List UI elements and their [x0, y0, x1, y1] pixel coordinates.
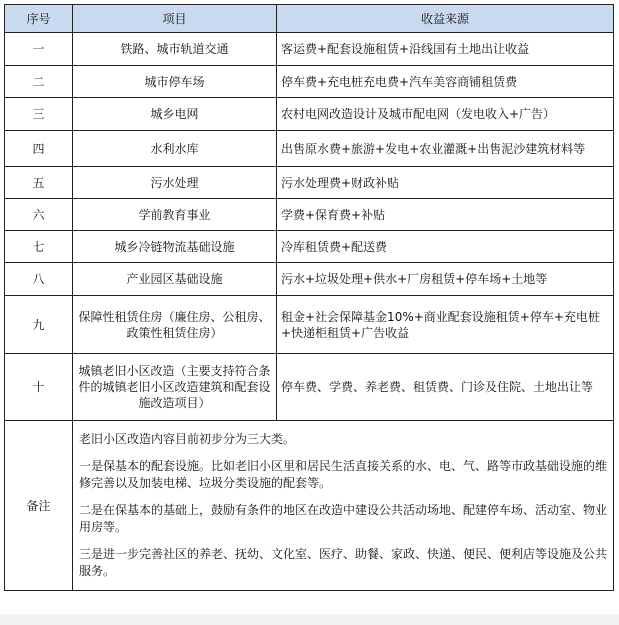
bottom-band — [0, 614, 619, 625]
table-row — [5, 263, 614, 296]
notes-label: 备注 — [5, 421, 73, 591]
notes-paragraph: 老旧小区改造内容目前初步分为三大类。 — [79, 432, 296, 446]
row-item: 保障性租赁住房（廉住房、公租房、政策性租赁住房） — [73, 296, 277, 354]
row-item: 城市停车场 — [73, 66, 277, 98]
row-no: 二 — [5, 66, 73, 98]
notes-row — [5, 421, 614, 591]
table-header-row — [5, 5, 614, 33]
row-item: 铁路、城市轨道交通 — [73, 33, 277, 66]
table-row — [5, 66, 614, 98]
row-revenue: 客运费+配套设施租赁+沿线国有土地出让收益 — [277, 33, 614, 66]
table-row — [5, 131, 614, 167]
row-item: 污水处理 — [73, 167, 277, 199]
notes-content — [73, 421, 614, 591]
table-row — [5, 167, 614, 199]
row-no: 六 — [5, 199, 73, 231]
row-item: 学前教育事业 — [73, 199, 277, 231]
notes-paragraph: 二是在保基本的基础上，鼓励有条件的地区在改造中建设公共活动场地、配建停车场、活动室、物业用房等。 — [79, 503, 608, 534]
row-item: 城乡电网 — [73, 98, 277, 131]
header-revenue: 收益来源 — [277, 5, 614, 33]
row-revenue: 出售原水费+旅游+发电+农业灌溉+出售泥沙建筑材料等 — [277, 131, 614, 167]
row-no: 五 — [5, 167, 73, 199]
row-revenue: 租金+社会保障基金10%+商业配套设施租赁+停车+充电桩+快递柜租赁+广告收益 — [277, 296, 614, 354]
table-row — [5, 296, 614, 354]
row-item: 城乡冷链物流基础设施 — [73, 231, 277, 263]
row-no: 一 — [5, 33, 73, 66]
header-item: 项目 — [73, 5, 277, 33]
row-revenue: 农村电网改造设计及城市配电网（发电收入+广告） — [277, 98, 614, 131]
table-row — [5, 199, 614, 231]
row-no: 七 — [5, 231, 73, 263]
revenue-table — [4, 4, 614, 591]
row-item: 产业园区基础设施 — [73, 263, 277, 296]
row-revenue: 停车费+充电桩充电费+汽车美容商铺租赁费 — [277, 66, 614, 98]
header-no: 序号 — [5, 5, 73, 33]
row-revenue: 学费+保育费+补贴 — [277, 199, 614, 231]
row-no: 四 — [5, 131, 73, 167]
row-revenue: 污水处理费+财政补贴 — [277, 167, 614, 199]
row-revenue: 污水+垃圾处理+供水+厂房租赁+停车场+土地等 — [277, 263, 614, 296]
row-item: 城镇老旧小区改造（主要支持符合条件的城镇老旧小区改造建筑和配套设施改造项目） — [73, 354, 277, 421]
notes-paragraph: 三是进一步完善社区的养老、抚幼、文化室、医疗、助餐、家政、快递、便民、便利店等设施及公共服务。 — [79, 547, 608, 578]
row-revenue: 停车费、学费、养老费、租赁费、门诊及住院、土地出让等 — [277, 354, 614, 421]
row-revenue: 冷库租赁费+配送费 — [277, 231, 614, 263]
table-row — [5, 33, 614, 66]
row-no: 九 — [5, 296, 73, 354]
row-item: 水利水库 — [73, 131, 277, 167]
table-row — [5, 98, 614, 131]
table-row — [5, 354, 614, 421]
table-row — [5, 231, 614, 263]
row-no: 八 — [5, 263, 73, 296]
row-no: 十 — [5, 354, 73, 421]
row-no: 三 — [5, 98, 73, 131]
notes-paragraph: 一是保基本的配套设施。比如老旧小区里和居民生活直接关系的水、电、气、路等市政基础设施的维修完善以及加装电梯、垃圾分类设施的配套等。 — [79, 459, 608, 490]
